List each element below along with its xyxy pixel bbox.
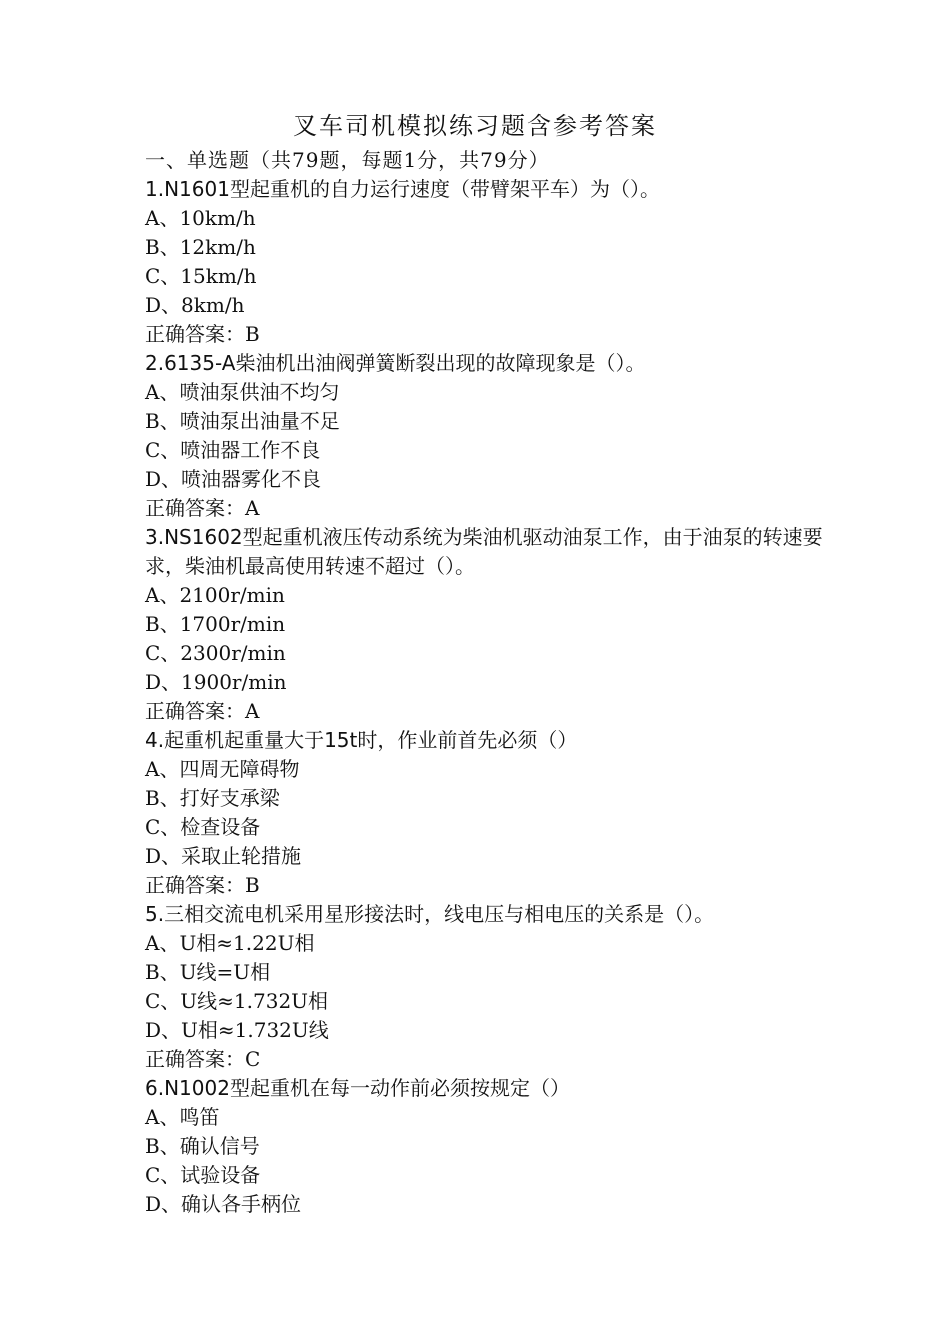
option-c: C、检查设备 bbox=[145, 815, 261, 839]
option-a: A、喷油泵供油不均匀 bbox=[145, 380, 340, 404]
option-b: B、U线=U相 bbox=[145, 960, 271, 984]
question-stem: 6.N1002型起重机在每一动作前必须按规定（） bbox=[145, 1076, 570, 1100]
section-heading: 一、单选题（共79题，每题1分，共79分） bbox=[145, 148, 550, 172]
option-c: C、15km/h bbox=[145, 264, 257, 288]
correct-answer: 正确答案：C bbox=[145, 1047, 261, 1071]
question-stem: 5.三相交流电机采用星形接法时，线电压与相电压的关系是（）。 bbox=[145, 902, 715, 926]
option-d: D、喷油器雾化不良 bbox=[145, 467, 322, 491]
question-2 bbox=[145, 349, 825, 523]
option-a: A、2100r/min bbox=[145, 583, 285, 607]
correct-answer: 正确答案：B bbox=[145, 873, 260, 897]
option-d: D、U相≈1.732U线 bbox=[145, 1018, 329, 1042]
question-1 bbox=[145, 175, 825, 349]
question-stem: 1.N1601型起重机的自力运行速度（带臂架平车）为（）。 bbox=[145, 177, 660, 201]
option-d: D、1900r/min bbox=[145, 670, 287, 694]
question-6 bbox=[145, 1074, 825, 1219]
option-c: C、U线≈1.732U相 bbox=[145, 989, 329, 1013]
option-c: C、2300r/min bbox=[145, 641, 286, 665]
correct-answer: 正确答案：A bbox=[145, 496, 260, 520]
question-stem: 2.6135-A柴油机出油阀弹簧断裂出现的故障现象是（）。 bbox=[145, 351, 646, 375]
option-a: A、鸣笛 bbox=[145, 1105, 220, 1129]
option-c: C、试验设备 bbox=[145, 1163, 261, 1187]
option-d: D、确认各手柄位 bbox=[145, 1192, 302, 1216]
option-b: B、打好支承梁 bbox=[145, 786, 280, 810]
question-stem: 3.NS1602型起重机液压传动系统为柴油机驱动油泵工作，由于油泵的转速要求，柴油机最高使用转速不超过（）。 bbox=[145, 525, 823, 578]
document-title: 叉车司机模拟练习题含参考答案 bbox=[293, 112, 657, 140]
question-5 bbox=[145, 900, 825, 1074]
option-d: D、8km/h bbox=[145, 293, 245, 317]
document-body bbox=[145, 146, 825, 1219]
option-b: B、12km/h bbox=[145, 235, 256, 259]
option-b: B、喷油泵出油量不足 bbox=[145, 409, 340, 433]
option-b: B、确认信号 bbox=[145, 1134, 260, 1158]
option-a: A、四周无障碍物 bbox=[145, 757, 300, 781]
option-a: A、U相≈1.22U相 bbox=[145, 931, 315, 955]
question-3 bbox=[145, 523, 825, 726]
correct-answer: 正确答案：A bbox=[145, 699, 260, 723]
option-a: A、10km/h bbox=[145, 206, 256, 230]
option-b: B、1700r/min bbox=[145, 612, 286, 636]
question-4 bbox=[145, 726, 825, 900]
option-d: D、采取止轮措施 bbox=[145, 844, 302, 868]
correct-answer: 正确答案：B bbox=[145, 322, 260, 346]
option-c: C、喷油器工作不良 bbox=[145, 438, 321, 462]
question-stem: 4.起重机起重量大于15t时，作业前首先必须（） bbox=[145, 728, 578, 752]
